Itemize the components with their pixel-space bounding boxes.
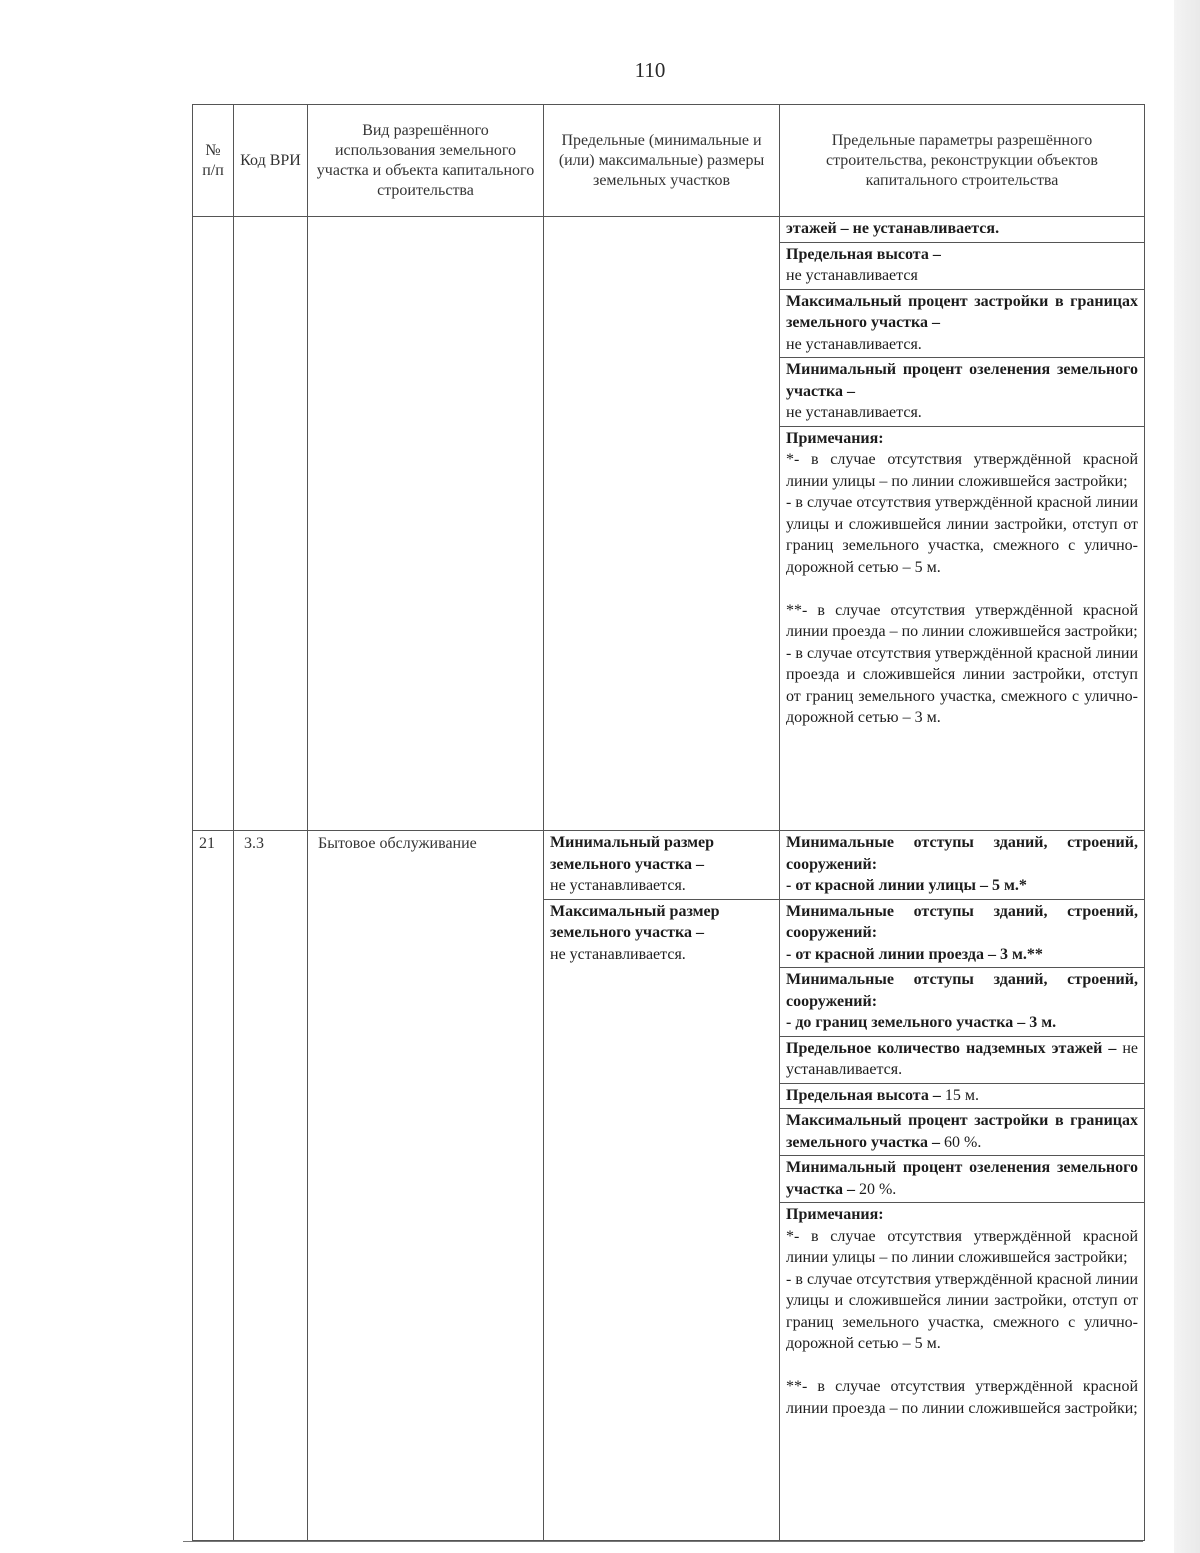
param-height-value: 15 м. — [944, 1086, 979, 1104]
note-item: - в случае отсутствия утверждённой красной линии улицы и сложившейся линии застройки, отступ от границ земельного участка, смежного с улично-дорожной сетью – 5 м. — [786, 1270, 1138, 1352]
param-floors — [780, 217, 1144, 243]
header-plot-sizes: Предельные (минимальные и (или) максимальные) размеры земельных участков — [544, 105, 780, 217]
param-max-build-value: не устанавливается. — [786, 335, 922, 353]
note-item: - в случае отсутствия утверждённой красной линии проезда и сложившейся линии застройки, отступ от границ земельного участка, смежного с улично-дорожной сетью – 3 м. — [786, 644, 1138, 726]
page-bottom-rule — [183, 1541, 1143, 1542]
cell-name-empty — [308, 217, 544, 831]
notes-title: Примечания: — [786, 1206, 884, 1223]
param-offset-boundary — [780, 968, 1144, 1037]
cell-code-empty — [234, 217, 308, 831]
note-item: **- в случае отсутствия утверждённой красной линии проезда – по линии сложившейся застройки; — [786, 1378, 1138, 1417]
header-use-type: Вид разрешённого использования земельного участка и объекта капитального строительства — [308, 105, 544, 217]
param-max-build — [780, 290, 1144, 359]
header-code: Код ВРИ — [234, 105, 308, 217]
param-offset-label: Минимальные отступы зданий, строений, сооружений: — [786, 902, 1138, 941]
param-max-build-value: 60 %. — [944, 1133, 982, 1151]
table-row-continued — [193, 217, 1145, 831]
param-offset-street — [780, 831, 1144, 900]
param-min-green-value: 20 %. — [858, 1180, 897, 1198]
note-item: *- в случае отсутствия утверждённой красной линии улицы – по линии сложившейся застройки; — [786, 451, 1138, 490]
param-height-value: не устанавливается — [786, 267, 918, 284]
param-notes — [780, 427, 1144, 731]
param-max-build-label: Максимальный процент застройки в границах земельного участка – — [786, 292, 1138, 331]
param-offset-label: Минимальные отступы зданий, строений, сооружений: — [786, 971, 1138, 1010]
note-spacer — [786, 1355, 1138, 1377]
param-min-green — [780, 1156, 1144, 1203]
cell-code: 3.3 — [234, 831, 308, 1541]
note-item: - в случае отсутствия утверждённой красной линии улицы и сложившейся линии застройки, отступ от границ земельного участка, смежного с улично-дорожной сетью – 5 м. — [786, 494, 1138, 576]
notes-title: Примечания: — [786, 429, 884, 447]
min-plot-size — [544, 831, 779, 899]
table-row-21 — [193, 831, 1145, 1541]
cell-build-params — [780, 831, 1145, 1541]
header-build-params: Предельные параметры разрешённого строительства, реконструкции объектов капитального строительства — [780, 105, 1145, 217]
param-floors — [780, 1037, 1144, 1084]
cell-params-continued — [780, 217, 1145, 831]
min-plot-size-label: Минимальный размер земельного участка – — [550, 834, 715, 873]
note-item: **- в случае отсутствия утверждённой красной линии проезда – по линии сложившейся застройки; — [786, 601, 1138, 640]
max-plot-size-label: Максимальный размер земельного участка – — [550, 902, 720, 941]
max-plot-size — [544, 899, 779, 968]
max-plot-size-value: не устанавливается. — [550, 945, 686, 963]
table-header-row — [193, 105, 1145, 217]
cell-sizes-empty — [544, 217, 780, 831]
param-min-green-label: Минимальный процент озеленения земельного участка – — [786, 1159, 1138, 1198]
param-height-label: Предельная высота – — [786, 1086, 941, 1104]
regulations-table — [192, 104, 1145, 1541]
param-height — [780, 1084, 1144, 1110]
param-max-build — [780, 1109, 1144, 1156]
param-floors-label: Предельное количество надземных этажей – — [786, 1039, 1117, 1057]
param-min-green-value: не устанавливается. — [786, 404, 922, 421]
param-min-green — [780, 358, 1144, 427]
min-plot-size-value: не устанавливается. — [550, 877, 686, 894]
cell-number: 21 — [193, 831, 234, 1541]
cell-plot-sizes — [544, 831, 780, 1541]
note-spacer — [786, 578, 1138, 600]
param-max-build-label: Максимальный процент застройки в границах земельного участка – — [786, 1112, 1138, 1151]
param-floors-value: не устанавливается. — [786, 1039, 1138, 1078]
note-item: *- в случае отсутствия утверждённой красной линии улицы – по линии сложившейся застройки; — [786, 1227, 1138, 1266]
page-number: 110 — [634, 58, 666, 82]
param-height-label: Предельная высота – — [786, 245, 941, 263]
param-offset-label: Минимальные отступы зданий, строений, сооружений: — [786, 834, 1138, 873]
cell-use-name: Бытовое обслуживание — [308, 831, 544, 1541]
param-offset-value: - от красной линии улицы – 5 м.* — [786, 877, 1027, 894]
cell-number-empty — [193, 217, 234, 831]
scan-edge — [1174, 0, 1200, 1553]
param-offset-value: - до границ земельного участка – 3 м. — [786, 1014, 1057, 1031]
param-offset-value: - от красной линии проезда – 3 м.** — [786, 945, 1043, 963]
header-number: № п/п — [193, 105, 234, 217]
param-floors-text: этажей – не устанавливается. — [786, 220, 1000, 237]
param-min-green-label: Минимальный процент озеленения земельного участка – — [786, 361, 1138, 400]
param-height — [780, 243, 1144, 290]
param-offset-passage — [780, 900, 1144, 969]
param-notes — [780, 1203, 1144, 1421]
